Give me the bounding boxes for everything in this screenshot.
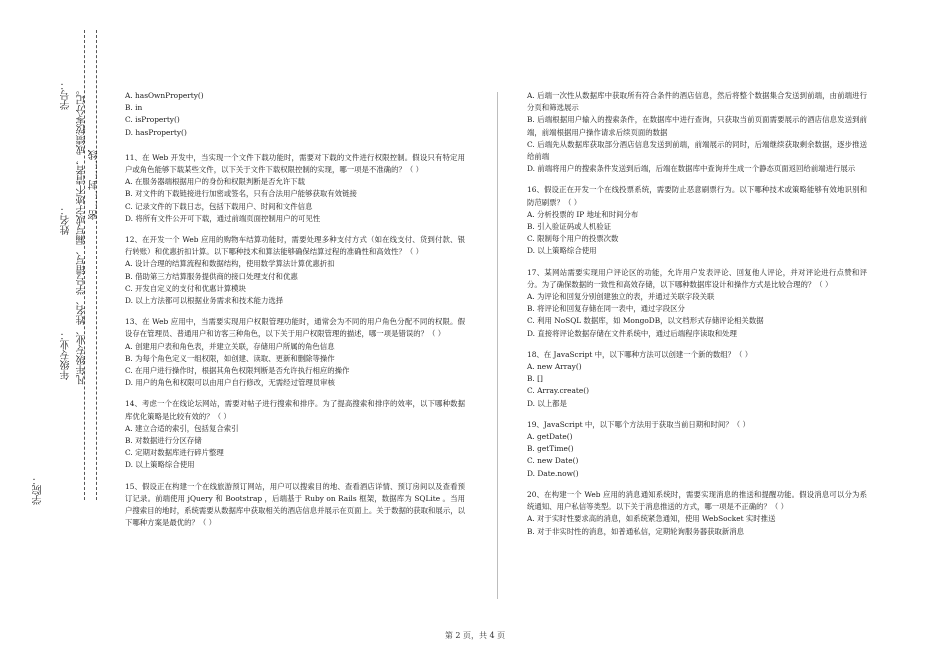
question-10-continued	[125, 90, 465, 139]
option-c: C. 利用 NoSQL 数据库，如 MongoDB，以文档形式存储评论相关数据	[527, 316, 764, 326]
question-18	[527, 349, 867, 410]
question-text: 17、某网站需要实现用户评论区的功能，允许用户发表评论、回复他人评论，并对评论进行点赞和评分。为了确保数据的一致性和高效存储，以下哪种数据库设计和操作方式是比较合理的？（ ）	[527, 267, 867, 289]
question-text: 11、在 Web 开发中，当实现一个文件下载功能时，需要对下载的文件进行权限控制。假设只有特定用户或角色能够下载某些文件，以下关于文件下载权限控制的实现，哪一项是不准确的？（ ）	[125, 152, 465, 175]
option-b: B. 借助第三方结算服务提供商的接口处理支付和优惠	[125, 271, 298, 281]
option-c: C. 后端先从数据库获取部分酒店信息发送到前端，前端展示的同时，后端继续获取剩余数据，逐步推送给前端	[527, 139, 867, 162]
option-b: B. 后端根据用户输入的搜索条件，在数据库中进行查询，只获取当前页面需要展示的酒店信息发送到前端，前端根据用户操作请求后续页面的数据	[527, 115, 867, 137]
left-column	[125, 90, 465, 539]
option-b: B. 将评论和回复存储在同一表中，通过字段区分	[527, 304, 685, 314]
option-c: C. new Date()	[527, 456, 579, 466]
question-text: 14、考虑一个在线论坛网站，需要对帖子进行搜索和排序。为了提高搜索和排序的效率，以下哪种数据库优化策略是比较有效的？（ ）	[125, 399, 465, 421]
option-a: A. 后端一次性从数据库中获取所有符合条件的酒店信息，然后将整个数据集合发送到前端，由前端进行分页和筛选展示	[527, 91, 867, 113]
option-d: D. 前端将用户的搜索条件发送到后端，后端在数据库中查询并生成一个静态页面返回给前端进行展示	[527, 164, 856, 174]
option-a: A. new Array()	[527, 362, 582, 372]
option-a: A. 为评论和回复分别创建独立的表，并通过关联字段关联	[527, 292, 715, 302]
question-text: 12、在开发一个 Web 应用的购物车结算功能时，需要处理多种支付方式（如在线支付、货到付款、银行转账）和优惠折扣计算。以下哪种技术和算法能够确保结算过程的准确性和高效性？（ ）	[125, 235, 465, 257]
option-a: A. 创建用户表和角色表，并建立关联，存储用户所属的角色信息	[125, 341, 335, 351]
option-d: D. 以上都是	[527, 398, 567, 408]
question-20	[527, 489, 867, 538]
option-b: B. 对文件的下载链接进行加密或签名，只有合法用户能够获取有效链接	[125, 189, 357, 199]
question-19	[527, 419, 867, 480]
question-17	[527, 267, 867, 340]
option-b: B. []	[527, 374, 543, 384]
option-b: B. 对数据进行分区存储	[125, 436, 202, 446]
binding-margin	[0, 0, 110, 672]
option-c: C. 限制每个用户的投票次数	[527, 234, 619, 244]
question-13	[125, 316, 465, 389]
question-text: 16、假设正在开发一个在线投票系统，需要防止恶意刷票行为。以下哪种技术或策略能够有效地识别和防范刷票？（ ）	[527, 185, 867, 207]
question-15	[125, 481, 465, 530]
binding-notice: 凡年级专业、姓名、学号错写、漏写或字迹不清者，成绩按零分记。	[77, 85, 88, 385]
option-a: A. 设计合理的结算流程和数据结构，使用数学算法计算优惠折扣	[125, 259, 335, 269]
question-text: 19、JavaScript 中，以下哪个方法用于获取当前日期和时间？（ ）	[527, 419, 750, 429]
option-a: A. getDate()	[527, 432, 573, 442]
question-15-options	[527, 90, 867, 175]
option-d: D. 以上策略综合使用	[527, 246, 597, 256]
question-text: 13、在 Web 应用中，当需要实现用户权限管理功能时，通常会为不同的用户角色分配不同的权限。假设存在管理员、普通用户和访客三种角色，以下关于用户权限管理的描述，哪一项是错误的？（ ）	[125, 317, 465, 339]
option-b: B. 为每个角色定义一组权限，如创建、读取、更新和删除等操作	[125, 353, 335, 363]
column-divider	[497, 92, 498, 599]
student-name-label: 姓名：	[61, 205, 72, 235]
seal-dashed-line-outer	[96, 30, 97, 500]
question-text: 18、在 JavaScript 中，以下哪种方法可以创建一个新的数组？（ ）	[527, 349, 753, 359]
option-c: C. 在用户进行操作时，根据其角色权限判断是否允许执行相应的操作	[125, 366, 350, 376]
option-c: C. 记录文件的下载日志，包括下载用户、时间和文件信息	[125, 201, 313, 211]
right-column	[527, 90, 867, 547]
option-a: A. 对于实时性要求高的消息，如系统紧急通知，使用 WebSocket 实时推送	[527, 514, 776, 524]
seal-line-text: 密……封……线	[89, 150, 100, 220]
option-b: B. 对于非实时性的消息，如普通私信，定期轮询服务器获取新消息	[527, 526, 745, 536]
option-b: B. getTime()	[527, 444, 574, 454]
option-c: C. 开发自定义的支付和优惠计算模块	[125, 283, 246, 293]
page-number: 第 2 页，共 4 页	[444, 631, 506, 640]
option-d: D. 以上策略综合使用	[125, 460, 195, 470]
option-c: C. Array.create()	[527, 386, 590, 396]
question-12	[125, 234, 465, 307]
school-label: 学院：	[33, 475, 44, 505]
option-a: A. 在服务器端根据用户的身份和权限判断是否允许下载	[125, 177, 306, 187]
question-14	[125, 398, 465, 471]
option-c: C. 定期对数据库进行碎片整理	[125, 448, 224, 458]
option-d: D. hasProperty()	[125, 127, 187, 137]
option-c: C. isProperty()	[125, 115, 180, 125]
question-text: 20、在构建一个 Web 应用的消息通知系统时，需要实现消息的推送和提醒功能。假设消息可以分为系统通知、用户私信等类型。以下关于消息推送的方式，哪一项是不正确的？（ ）	[527, 489, 867, 512]
question-11	[125, 152, 465, 225]
option-d: D. Date.now()	[527, 468, 579, 478]
option-d: D. 将所有文件公开可下载，通过前端页面控制用户的可见性	[125, 213, 321, 223]
student-id-label: 学号：	[61, 80, 72, 110]
question-text: 15、假设正在构建一个在线旅游预订网站，用户可以搜索目的地、查看酒店详情、预订房间以及查看预订记录。前端使用 jQuery 和 Bootstrap ，后端基于 Ruby on Rails 框架，数据库为 SQLite 。当用户搜索目的地时，系统需要从数据库中获取相关的酒店信息并展示在页面上。关于数据的获取和展示，以下哪种方案是最优的？（ ）	[125, 481, 465, 528]
option-a: A. 建立合适的索引，包括复合索引	[125, 423, 239, 433]
option-a: A. 分析投票的 IP 地址和时间分布	[527, 209, 639, 219]
grade-major-label: 年级专业：	[61, 330, 72, 380]
option-b: B. 引入验证码或人机验证	[527, 222, 612, 232]
question-16	[527, 184, 867, 257]
option-d: D. 直接将评论数据存储在文件系统中，通过后端程序读取和处理	[527, 328, 737, 338]
option-d: D. 以上方法都可以根据业务需求和技术能力选择	[125, 296, 284, 306]
option-b: B. in	[125, 103, 143, 113]
option-d: D. 用户的角色和权限可以由用户自行修改，无需经过管理员审核	[125, 378, 335, 388]
option-a: A. hasOwnProperty()	[125, 91, 204, 100]
